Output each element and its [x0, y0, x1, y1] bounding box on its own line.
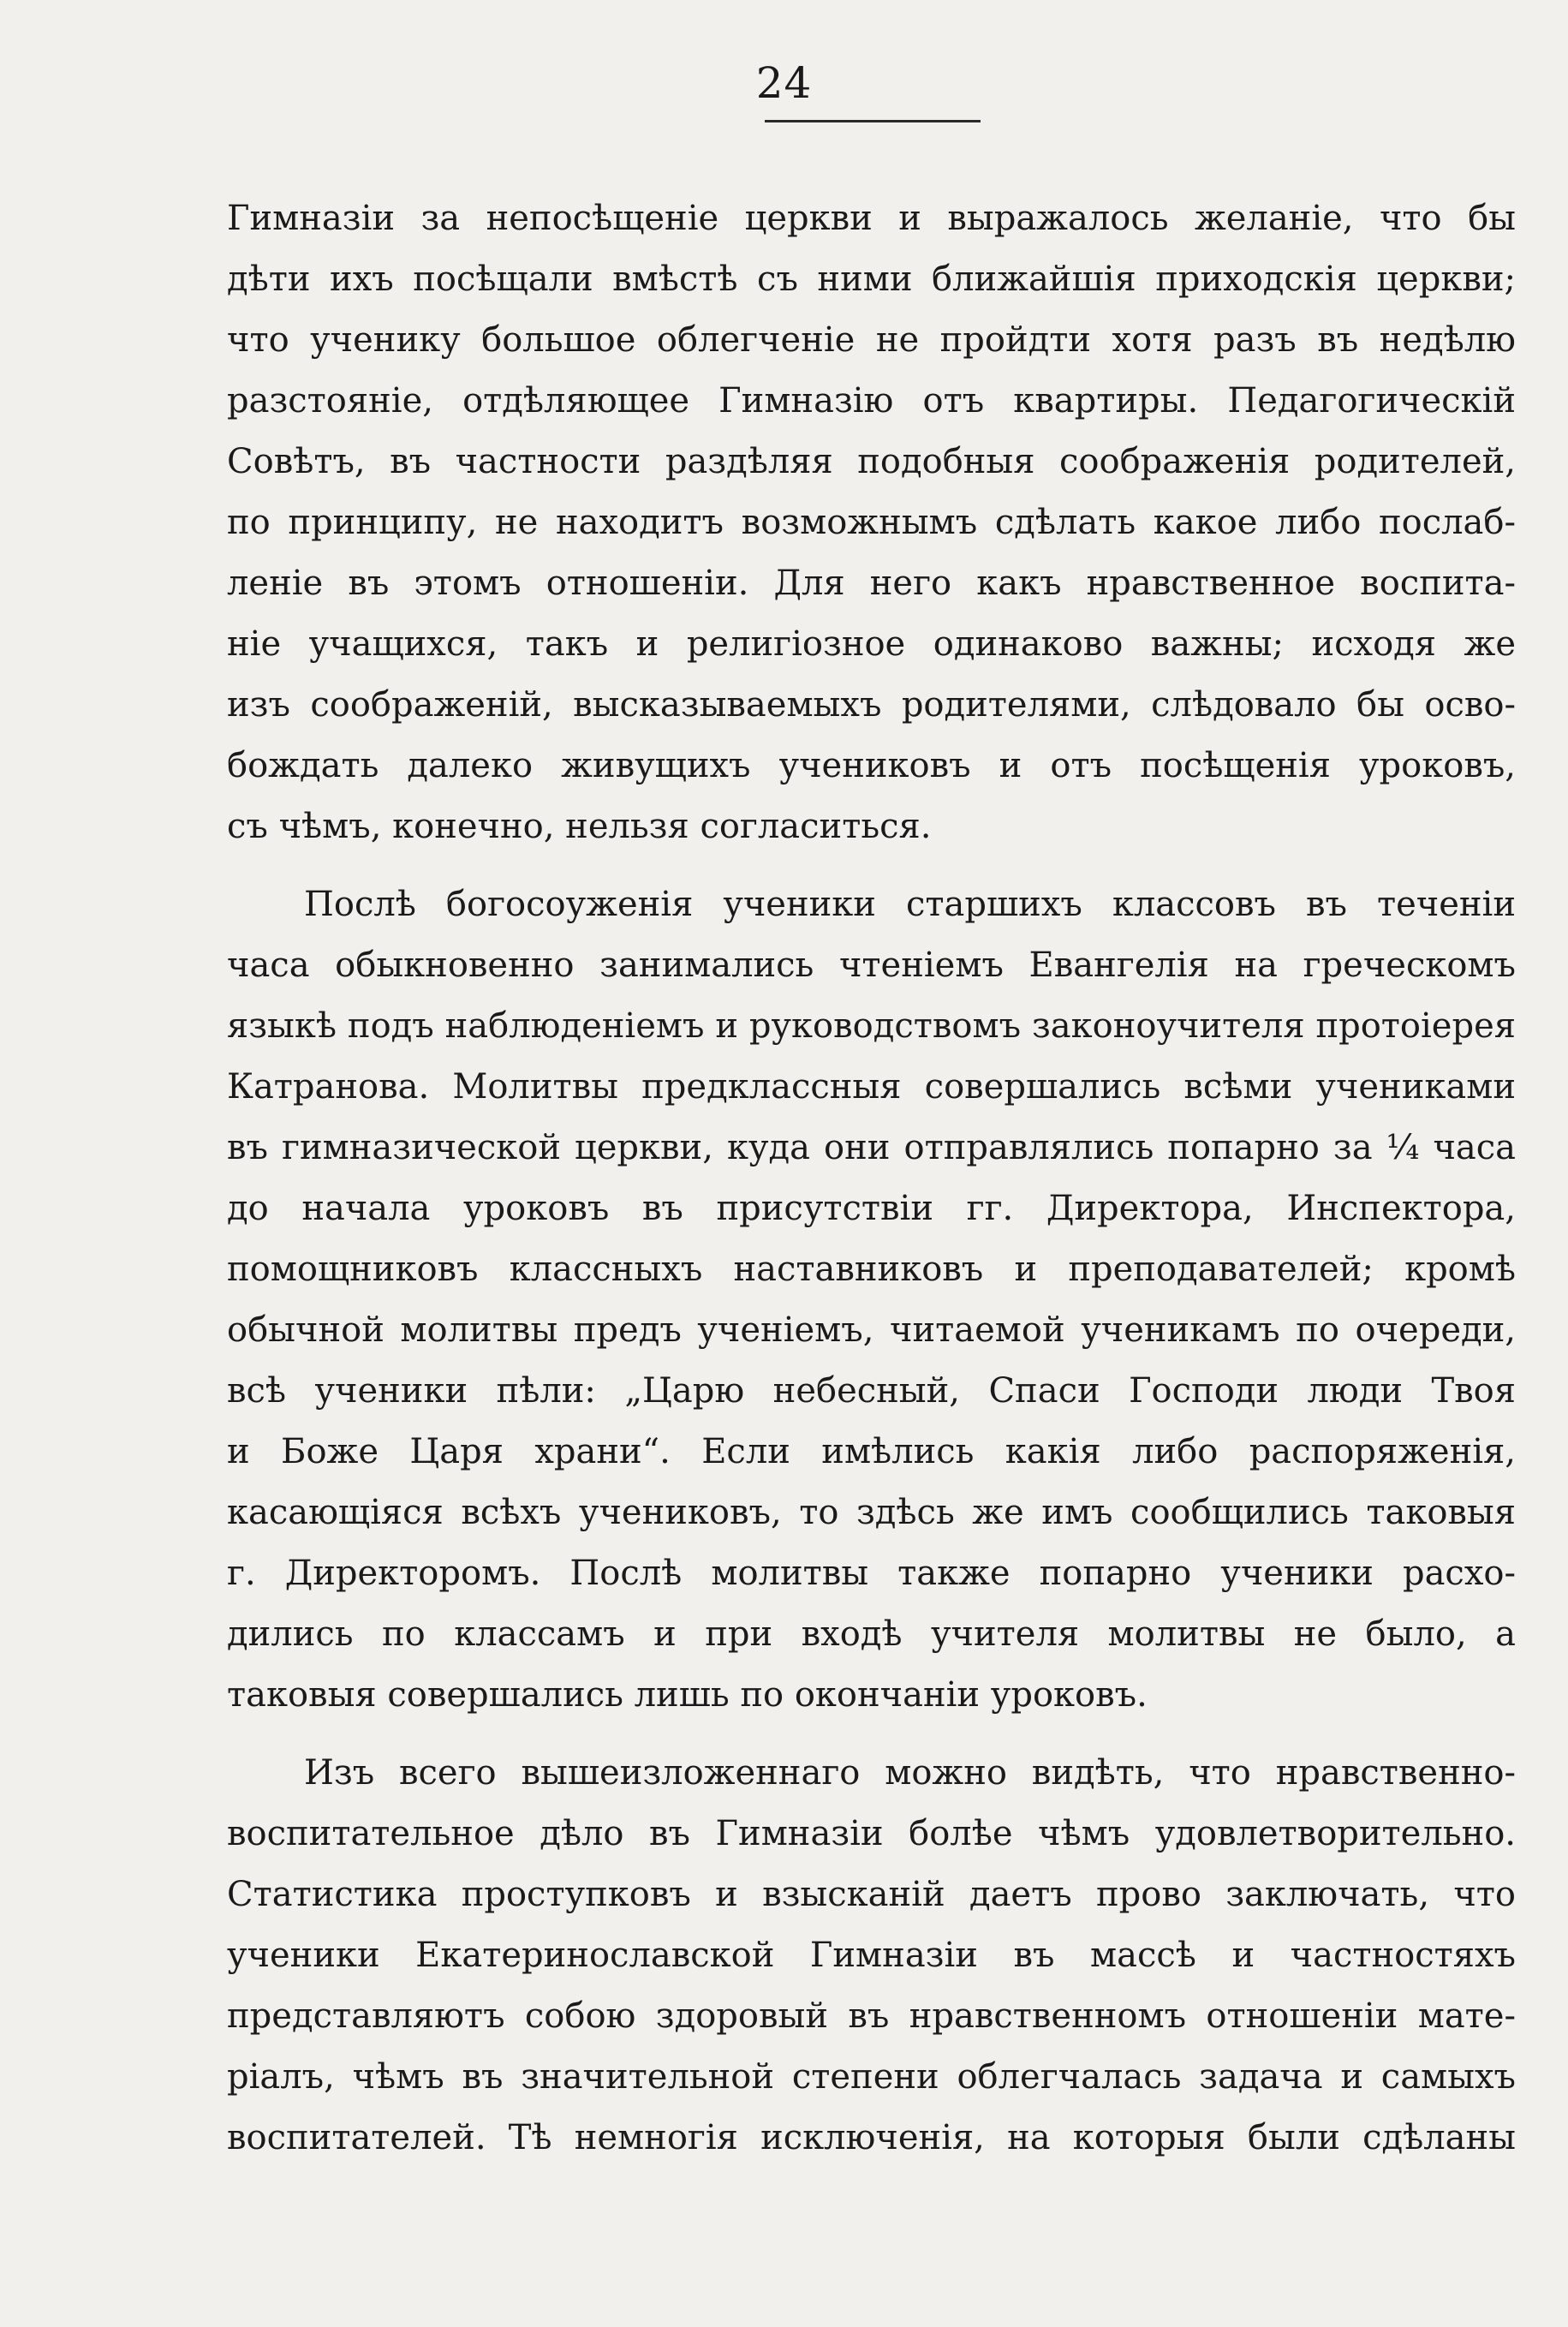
header-rule [765, 120, 981, 122]
text-line: дились по классамъ и при входѣ учителя молитвы не было, а [227, 1614, 1516, 1654]
text-line: представляютъ собою здоровый въ нравственномъ отношеніи мате- [227, 1996, 1516, 2036]
text-line: Катранова. Молитвы предклассныя совершались всѣми учениками [227, 1067, 1516, 1107]
paragraph [227, 874, 1516, 1726]
text-line: таковыя совершались лишь по окончаніи уроковъ. [227, 1675, 1148, 1715]
text-line: Послѣ богосоуженія ученики старшихъ классовъ въ теченіи [304, 885, 1516, 924]
page-number: 24 [755, 58, 813, 108]
page-body [227, 188, 1516, 2169]
text-line: бождать далеко живущихъ учениковъ и отъ посѣщенія уроковъ, [227, 746, 1516, 785]
text-line: что ученику большое облегченіе не пройдти хотя разъ въ недѣлю [227, 320, 1516, 360]
text-line: г. Директоромъ. Послѣ молитвы также попарно ученики расхо- [227, 1554, 1516, 1593]
text-line: воспитательное дѣло въ Гимназіи болѣе чѣмъ удовлетворительно. [227, 1814, 1516, 1853]
text-line: Гимназіи за непосѣщеніе церкви и выражалось желаніе, что бы [227, 199, 1516, 238]
text-line: касающіяся всѣхъ учениковъ, то здѣсь же имъ сообщились таковыя [227, 1493, 1516, 1532]
paragraph [227, 188, 1516, 857]
text-line: ученики Екатеринославской Гимназіи въ массѣ и частностяхъ [227, 1936, 1516, 1975]
text-line: Совѣтъ, въ частности раздѣляя подобныя соображенія родителей, [227, 442, 1516, 481]
text-line: Статистика проступковъ и взысканій даетъ прово заключать, что [227, 1875, 1516, 1914]
text-line: языкѣ подъ наблюденіемъ и руководствомъ законоучителя протоіерея [227, 1006, 1516, 1046]
text-line: воспитателей. Тѣ немногія исключенія, на которыя были сдѣланы [227, 2118, 1516, 2157]
text-line: съ чѣмъ, конечно, нельзя согласиться. [227, 807, 932, 846]
text-line: обычной молитвы предъ ученіемъ, читаемой ученикамъ по очереди, [227, 1310, 1516, 1350]
text-line: Изъ всего вышеизложеннаго можно видѣть, что нравственно- [304, 1753, 1516, 1793]
text-line: до начала уроковъ въ присутствіи гг. Директора, Инспектора, [227, 1189, 1516, 1228]
text-line: изъ соображеній, высказываемыхъ родителями, слѣдовало бы осво- [227, 685, 1516, 725]
paragraph [227, 1743, 1516, 2169]
text-line: ніе учащихся, такъ и религіозное одинаково важны; исходя же [227, 624, 1516, 664]
text-line: всѣ ученики пѣли: „Царю небесный, Спаси Господи люди Твоя [227, 1371, 1516, 1411]
text-line: дѣти ихъ посѣщали вмѣстѣ съ ними ближайшія приходскія церкви; [227, 260, 1516, 299]
page-header [0, 58, 1568, 108]
text-line: по принципу, не находитъ возможнымъ сдѣлать какое либо послаб- [227, 503, 1516, 542]
text-line: ріалъ, чѣмъ въ значительной степени облегчалась задача и самыхъ [227, 2057, 1516, 2097]
text-line: въ гимназической церкви, куда они отправлялись попарно за ¼ часа [227, 1128, 1516, 1167]
text-line: леніе въ этомъ отношеніи. Для него какъ нравственное воспита- [227, 564, 1516, 603]
text-line: разстояніе, отдѣляющее Гимназію отъ квартиры. Педагогическій [227, 381, 1516, 421]
text-line: помощниковъ классныхъ наставниковъ и преподавателей; кромѣ [227, 1250, 1516, 1289]
text-line: часа обыкновенно занимались чтеніемъ Евангелія на греческомъ [227, 946, 1516, 985]
text-line: и Боже Царя храни“. Если имѣлись какія либо распоряженія, [227, 1432, 1516, 1471]
